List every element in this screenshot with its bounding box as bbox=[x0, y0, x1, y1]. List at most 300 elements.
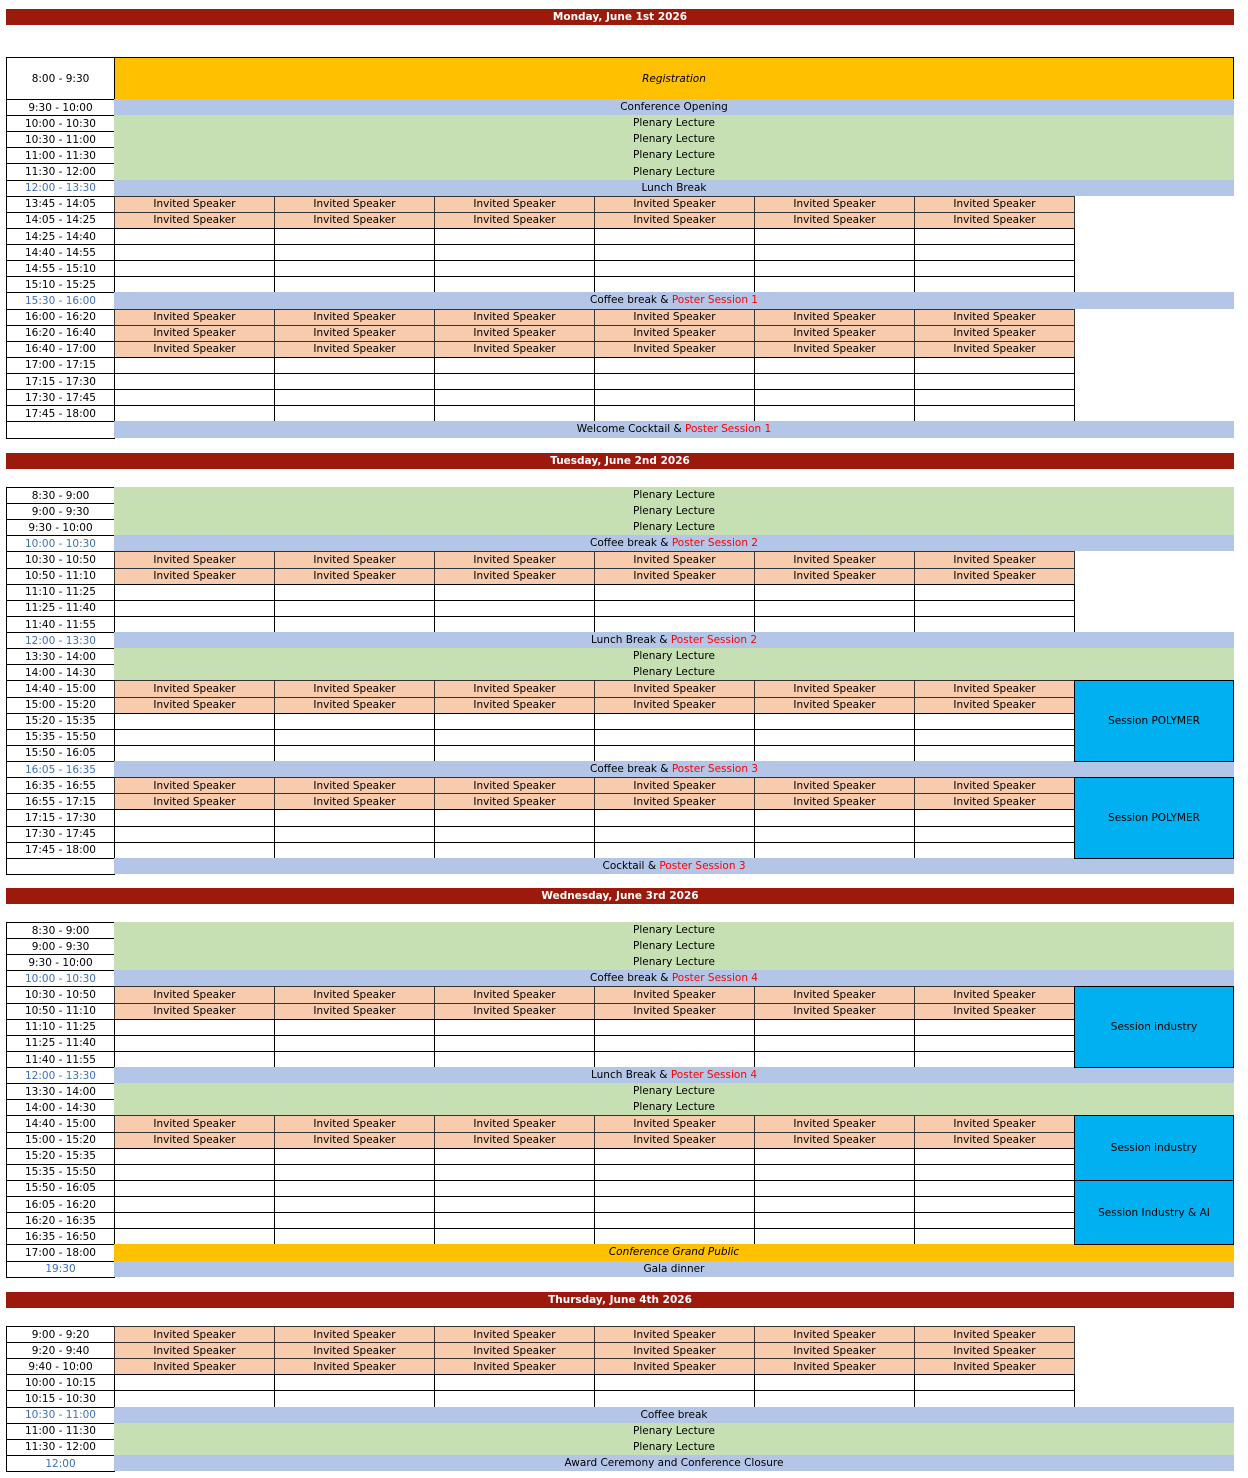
time-slot: 10:00 - 10:15 bbox=[6, 1374, 115, 1391]
invited-speaker-slot: Invited Speaker bbox=[114, 568, 275, 585]
plenary-lecture bbox=[114, 954, 1234, 970]
break-bar bbox=[114, 632, 1234, 648]
invited-speaker-slot: Invited Speaker bbox=[274, 1003, 435, 1020]
empty-slot bbox=[274, 584, 435, 601]
invited-speaker-slot: Invited Speaker bbox=[114, 196, 275, 213]
event-label: Coffee break & bbox=[589, 537, 672, 550]
empty-slot bbox=[754, 1019, 915, 1036]
empty-slot bbox=[594, 1228, 755, 1245]
empty-slot bbox=[754, 1180, 915, 1197]
empty-slot bbox=[114, 357, 275, 374]
empty-slot bbox=[114, 745, 275, 762]
empty-slot bbox=[914, 357, 1075, 374]
empty-slot bbox=[914, 260, 1075, 277]
empty-slot bbox=[274, 616, 435, 633]
time-slot: 16:35 - 16:55 bbox=[6, 777, 115, 794]
empty-slot bbox=[114, 809, 275, 826]
session-block: Session industry bbox=[1074, 986, 1234, 1068]
time-slot: 11:10 - 11:25 bbox=[6, 584, 115, 601]
invited-speaker-slot: Invited Speaker bbox=[754, 793, 915, 810]
empty-slot bbox=[114, 373, 275, 390]
empty-slot bbox=[594, 809, 755, 826]
time-slot: 8:30 - 9:00 bbox=[6, 487, 115, 504]
poster-session-label: Poster Session 4 bbox=[670, 1069, 758, 1082]
time-slot: 17:15 - 17:30 bbox=[6, 373, 115, 390]
time-slot: 10:50 - 11:10 bbox=[6, 568, 115, 585]
invited-speaker-slot: Invited Speaker bbox=[914, 551, 1075, 568]
session-block: Session industry bbox=[1074, 1115, 1234, 1180]
invited-speaker-slot: Invited Speaker bbox=[594, 697, 755, 714]
empty-slot bbox=[434, 244, 595, 261]
time-slot: 9:20 - 9:40 bbox=[6, 1342, 115, 1359]
time-slot: 14:00 - 14:30 bbox=[6, 1099, 115, 1116]
invited-speaker-slot: Invited Speaker bbox=[274, 1115, 435, 1132]
empty-slot bbox=[754, 1228, 915, 1245]
invited-speaker-slot: Invited Speaker bbox=[754, 697, 915, 714]
invited-speaker-slot: Invited Speaker bbox=[274, 325, 435, 342]
empty-slot bbox=[914, 729, 1075, 746]
empty-slot bbox=[914, 228, 1075, 245]
invited-speaker-slot: Invited Speaker bbox=[594, 568, 755, 585]
empty-slot bbox=[434, 389, 595, 406]
time-slot: 10:30 - 11:00 bbox=[6, 1407, 115, 1424]
empty-slot bbox=[274, 405, 435, 422]
empty-slot bbox=[594, 389, 755, 406]
invited-speaker-slot: Invited Speaker bbox=[594, 341, 755, 358]
empty-slot bbox=[754, 276, 915, 293]
empty-slot bbox=[594, 1164, 755, 1181]
empty-slot bbox=[754, 842, 915, 859]
time-slot: 16:00 - 16:20 bbox=[6, 309, 115, 326]
empty-slot bbox=[754, 1196, 915, 1213]
invited-speaker-slot: Invited Speaker bbox=[754, 551, 915, 568]
invited-speaker-slot: Invited Speaker bbox=[274, 777, 435, 794]
time-slot: 15:10 - 15:25 bbox=[6, 276, 115, 293]
invited-speaker-slot: Invited Speaker bbox=[434, 697, 595, 714]
empty-slot bbox=[594, 584, 755, 601]
invited-speaker-slot: Invited Speaker bbox=[434, 551, 595, 568]
plenary-lecture bbox=[114, 664, 1234, 680]
day-header: Thursday, June 4th 2026 bbox=[6, 1292, 1234, 1308]
empty-slot bbox=[594, 373, 755, 390]
invited-speaker-slot: Invited Speaker bbox=[914, 196, 1075, 213]
invited-speaker-slot: Invited Speaker bbox=[914, 1132, 1075, 1149]
poster-session-label: Poster Session 3 bbox=[659, 859, 746, 872]
empty-slot bbox=[434, 826, 595, 843]
empty-slot bbox=[274, 228, 435, 245]
invited-speaker-slot: Invited Speaker bbox=[914, 1003, 1075, 1020]
invited-speaker-slot: Invited Speaker bbox=[114, 680, 275, 697]
invited-speaker-slot: Invited Speaker bbox=[754, 568, 915, 585]
event-label: Plenary Lecture bbox=[633, 956, 715, 969]
invited-speaker-slot: Invited Speaker bbox=[914, 1326, 1075, 1343]
time-slot: 14:05 - 14:25 bbox=[6, 212, 115, 229]
empty-slot bbox=[914, 389, 1075, 406]
time-slot: 12:00 bbox=[6, 1455, 115, 1472]
empty-slot bbox=[914, 1035, 1075, 1052]
empty-slot bbox=[594, 616, 755, 633]
invited-speaker-slot: Invited Speaker bbox=[754, 777, 915, 794]
event-label: Welcome Cocktail & bbox=[576, 423, 686, 436]
time-slot: 17:15 - 17:30 bbox=[6, 809, 115, 826]
event-label: Cocktail & bbox=[602, 859, 660, 872]
invited-speaker-slot: Invited Speaker bbox=[594, 551, 755, 568]
empty-slot bbox=[114, 1035, 275, 1052]
invited-speaker-slot: Invited Speaker bbox=[754, 212, 915, 229]
invited-speaker-slot: Invited Speaker bbox=[594, 1132, 755, 1149]
empty-slot bbox=[754, 745, 915, 762]
empty-slot bbox=[114, 244, 275, 261]
invited-speaker-slot: Invited Speaker bbox=[754, 1115, 915, 1132]
event-label: Lunch Break bbox=[641, 181, 707, 194]
event-bar bbox=[114, 1455, 1234, 1471]
empty-slot bbox=[594, 228, 755, 245]
invited-speaker-slot: Invited Speaker bbox=[114, 1342, 275, 1359]
empty-slot bbox=[434, 809, 595, 826]
empty-slot bbox=[594, 1051, 755, 1068]
invited-speaker-slot: Invited Speaker bbox=[594, 793, 755, 810]
time-slot: 11:00 - 11:30 bbox=[6, 1423, 115, 1440]
invited-speaker-slot: Invited Speaker bbox=[754, 325, 915, 342]
event-bar bbox=[114, 99, 1234, 115]
empty-slot bbox=[114, 713, 275, 730]
time-slot: 16:05 - 16:20 bbox=[6, 1196, 115, 1213]
invited-speaker-slot: Invited Speaker bbox=[434, 777, 595, 794]
time-slot: 9:40 - 10:00 bbox=[6, 1358, 115, 1375]
time-slot: 13:30 - 14:00 bbox=[6, 1083, 115, 1100]
invited-speaker-slot: Invited Speaker bbox=[594, 1326, 755, 1343]
empty-slot bbox=[434, 713, 595, 730]
day-header: Tuesday, June 2nd 2026 bbox=[6, 453, 1234, 469]
plenary-lecture bbox=[114, 1439, 1234, 1455]
empty-slot bbox=[434, 1051, 595, 1068]
time-slot: 9:00 - 9:20 bbox=[6, 1326, 115, 1343]
event-label: Conference Opening bbox=[620, 101, 728, 114]
time-slot: 10:00 - 10:30 bbox=[6, 115, 115, 132]
empty-slot bbox=[594, 729, 755, 746]
invited-speaker-slot: Invited Speaker bbox=[434, 341, 595, 358]
invited-speaker-slot: Invited Speaker bbox=[754, 341, 915, 358]
empty-slot bbox=[114, 1148, 275, 1165]
day-header: Wednesday, June 3rd 2026 bbox=[6, 888, 1234, 904]
event-label: Plenary Lecture bbox=[633, 1085, 715, 1098]
plenary-lecture bbox=[114, 519, 1234, 535]
invited-speaker-slot: Invited Speaker bbox=[914, 986, 1075, 1003]
invited-speaker-slot: Invited Speaker bbox=[274, 196, 435, 213]
poster-session-label: Poster Session 3 bbox=[671, 763, 758, 776]
empty-slot bbox=[434, 600, 595, 617]
empty-slot bbox=[434, 729, 595, 746]
empty-slot bbox=[914, 745, 1075, 762]
empty-slot bbox=[754, 373, 915, 390]
event-label: Coffee break & bbox=[589, 294, 672, 307]
invited-speaker-slot: Invited Speaker bbox=[914, 341, 1075, 358]
event-label: Plenary Lecture bbox=[633, 924, 715, 937]
break-bar bbox=[114, 535, 1234, 551]
empty-slot bbox=[274, 1035, 435, 1052]
empty-slot bbox=[434, 1212, 595, 1229]
empty-slot bbox=[754, 1148, 915, 1165]
invited-speaker-slot: Invited Speaker bbox=[434, 309, 595, 326]
time-slot: 9:30 - 10:00 bbox=[6, 99, 115, 116]
invited-speaker-slot: Invited Speaker bbox=[754, 680, 915, 697]
time-slot: 10:30 - 11:00 bbox=[6, 131, 115, 148]
invited-speaker-slot: Invited Speaker bbox=[434, 1132, 595, 1149]
time-slot: 15:35 - 15:50 bbox=[6, 729, 115, 746]
empty-slot bbox=[914, 1164, 1075, 1181]
break-bar bbox=[114, 858, 1234, 874]
empty-slot bbox=[754, 1390, 915, 1407]
time-slot: 16:55 - 17:15 bbox=[6, 793, 115, 810]
empty-slot bbox=[434, 616, 595, 633]
empty-slot bbox=[274, 713, 435, 730]
plenary-lecture bbox=[114, 648, 1234, 664]
empty-slot bbox=[914, 600, 1075, 617]
invited-speaker-slot: Invited Speaker bbox=[914, 680, 1075, 697]
event-label: Conference Grand Public bbox=[608, 1246, 740, 1259]
invited-speaker-slot: Invited Speaker bbox=[114, 697, 275, 714]
empty-slot bbox=[754, 260, 915, 277]
empty-slot bbox=[594, 745, 755, 762]
empty-slot bbox=[274, 826, 435, 843]
empty-slot bbox=[434, 584, 595, 601]
empty-slot bbox=[594, 600, 755, 617]
invited-speaker-slot: Invited Speaker bbox=[754, 1358, 915, 1375]
time-slot: 16:05 - 16:35 bbox=[6, 761, 115, 778]
invited-speaker-slot: Invited Speaker bbox=[594, 1342, 755, 1359]
time-slot: 9:30 - 10:00 bbox=[6, 519, 115, 536]
empty-slot bbox=[114, 1390, 275, 1407]
time-slot: 14:40 - 15:00 bbox=[6, 1115, 115, 1132]
empty-slot bbox=[274, 1212, 435, 1229]
empty-slot bbox=[274, 1051, 435, 1068]
invited-speaker-slot: Invited Speaker bbox=[274, 680, 435, 697]
empty-slot bbox=[754, 1212, 915, 1229]
plenary-lecture bbox=[114, 1099, 1234, 1115]
time-slot: 17:45 - 18:00 bbox=[6, 405, 115, 422]
session-block: Session POLYMER bbox=[1074, 680, 1234, 762]
time-slot: 17:00 - 18:00 bbox=[6, 1244, 115, 1261]
event-bar bbox=[114, 1407, 1234, 1423]
empty-slot bbox=[914, 1212, 1075, 1229]
empty-slot bbox=[434, 1019, 595, 1036]
time-slot: 14:00 - 14:30 bbox=[6, 664, 115, 681]
invited-speaker-slot: Invited Speaker bbox=[594, 777, 755, 794]
empty-slot bbox=[914, 405, 1075, 422]
invited-speaker-slot: Invited Speaker bbox=[274, 341, 435, 358]
empty-slot bbox=[594, 1212, 755, 1229]
invited-speaker-slot: Invited Speaker bbox=[594, 1003, 755, 1020]
empty-slot bbox=[114, 1228, 275, 1245]
break-bar bbox=[114, 970, 1234, 986]
empty-slot bbox=[114, 842, 275, 859]
empty-slot bbox=[434, 1164, 595, 1181]
invited-speaker-slot: Invited Speaker bbox=[274, 309, 435, 326]
empty-slot bbox=[114, 405, 275, 422]
empty-slot bbox=[434, 1035, 595, 1052]
invited-speaker-slot: Invited Speaker bbox=[434, 1326, 595, 1343]
invited-speaker-slot: Invited Speaker bbox=[434, 1342, 595, 1359]
empty-slot bbox=[754, 1051, 915, 1068]
empty-slot bbox=[914, 1148, 1075, 1165]
empty-slot bbox=[914, 713, 1075, 730]
time-slot: 15:30 - 16:00 bbox=[6, 292, 115, 309]
empty-slot bbox=[594, 357, 755, 374]
invited-speaker-slot: Invited Speaker bbox=[914, 1115, 1075, 1132]
empty-slot bbox=[434, 260, 595, 277]
event-label: Coffee break bbox=[640, 1408, 708, 1421]
empty-slot bbox=[114, 826, 275, 843]
empty-slot bbox=[114, 260, 275, 277]
plenary-lecture bbox=[114, 503, 1234, 519]
invited-speaker-slot: Invited Speaker bbox=[754, 1132, 915, 1149]
time-slot: 16:20 - 16:35 bbox=[6, 1212, 115, 1229]
event-label: Registration bbox=[642, 72, 706, 85]
poster-session-label: Poster Session 2 bbox=[670, 634, 758, 647]
invited-speaker-slot: Invited Speaker bbox=[274, 793, 435, 810]
empty-slot bbox=[754, 826, 915, 843]
time-slot: 10:00 - 10:30 bbox=[6, 970, 115, 987]
empty-slot bbox=[754, 244, 915, 261]
empty-slot bbox=[914, 1228, 1075, 1245]
event-bar bbox=[114, 1261, 1234, 1277]
empty-slot bbox=[754, 389, 915, 406]
empty-slot bbox=[754, 405, 915, 422]
time-slot: 16:35 - 16:50 bbox=[6, 1228, 115, 1245]
event-label: Plenary Lecture bbox=[633, 489, 715, 502]
invited-speaker-slot: Invited Speaker bbox=[274, 1132, 435, 1149]
event-bar bbox=[114, 1244, 1234, 1260]
invited-speaker-slot: Invited Speaker bbox=[914, 793, 1075, 810]
invited-speaker-slot: Invited Speaker bbox=[274, 697, 435, 714]
event-label: Plenary Lecture bbox=[633, 117, 715, 130]
invited-speaker-slot: Invited Speaker bbox=[434, 793, 595, 810]
time-slot: 11:30 - 12:00 bbox=[6, 1439, 115, 1456]
empty-slot bbox=[754, 713, 915, 730]
empty-slot bbox=[114, 1164, 275, 1181]
time-slot: 10:50 - 11:10 bbox=[6, 1003, 115, 1020]
invited-speaker-slot: Invited Speaker bbox=[114, 325, 275, 342]
invited-speaker-slot: Invited Speaker bbox=[914, 309, 1075, 326]
empty-slot bbox=[434, 373, 595, 390]
invited-speaker-slot: Invited Speaker bbox=[754, 1003, 915, 1020]
invited-speaker-slot: Invited Speaker bbox=[914, 212, 1075, 229]
poster-session-label: Poster Session 1 bbox=[685, 423, 772, 436]
invited-speaker-slot: Invited Speaker bbox=[914, 325, 1075, 342]
time-slot: 15:00 - 15:20 bbox=[6, 697, 115, 714]
empty-slot bbox=[754, 1374, 915, 1391]
empty-slot bbox=[274, 1019, 435, 1036]
empty-slot bbox=[914, 842, 1075, 859]
empty-slot bbox=[434, 842, 595, 859]
invited-speaker-slot: Invited Speaker bbox=[114, 551, 275, 568]
plenary-lecture bbox=[114, 147, 1234, 163]
poster-session-label: Poster Session 4 bbox=[671, 972, 758, 985]
empty-slot bbox=[594, 713, 755, 730]
time-slot: 14:55 - 15:10 bbox=[6, 260, 115, 277]
empty-slot bbox=[434, 1374, 595, 1391]
time-slot bbox=[6, 421, 115, 438]
time-slot: 17:45 - 18:00 bbox=[6, 842, 115, 859]
event-label: Plenary Lecture bbox=[633, 666, 715, 679]
invited-speaker-slot: Invited Speaker bbox=[274, 1358, 435, 1375]
empty-slot bbox=[754, 616, 915, 633]
event-label: Plenary Lecture bbox=[633, 1101, 715, 1114]
empty-slot bbox=[114, 228, 275, 245]
event-label: Plenary Lecture bbox=[633, 650, 715, 663]
invited-speaker-slot: Invited Speaker bbox=[754, 1326, 915, 1343]
time-slot: 10:00 - 10:30 bbox=[6, 535, 115, 552]
time-slot: 11:00 - 11:30 bbox=[6, 147, 115, 164]
time-slot: 11:10 - 11:25 bbox=[6, 1019, 115, 1036]
empty-slot bbox=[594, 842, 755, 859]
invited-speaker-slot: Invited Speaker bbox=[594, 309, 755, 326]
invited-speaker-slot: Invited Speaker bbox=[594, 1115, 755, 1132]
time-slot: 12:00 - 13:30 bbox=[6, 1067, 115, 1084]
empty-slot bbox=[434, 1180, 595, 1197]
plenary-lecture bbox=[114, 487, 1234, 503]
time-slot: 9:00 - 9:30 bbox=[6, 938, 115, 955]
empty-slot bbox=[114, 389, 275, 406]
time-slot: 15:35 - 15:50 bbox=[6, 1164, 115, 1181]
time-slot: 11:40 - 11:55 bbox=[6, 1051, 115, 1068]
poster-session-label: Poster Session 1 bbox=[671, 294, 758, 307]
invited-speaker-slot: Invited Speaker bbox=[114, 1115, 275, 1132]
time-slot: 8:00 - 9:30 bbox=[6, 57, 115, 100]
empty-slot bbox=[914, 1180, 1075, 1197]
plenary-lecture bbox=[114, 922, 1234, 938]
invited-speaker-slot: Invited Speaker bbox=[594, 680, 755, 697]
empty-slot bbox=[114, 1196, 275, 1213]
invited-speaker-slot: Invited Speaker bbox=[434, 1358, 595, 1375]
empty-slot bbox=[914, 616, 1075, 633]
time-slot: 15:50 - 16:05 bbox=[6, 745, 115, 762]
event-label: Coffee break & bbox=[589, 972, 672, 985]
empty-slot bbox=[274, 1390, 435, 1407]
empty-slot bbox=[434, 357, 595, 374]
invited-speaker-slot: Invited Speaker bbox=[594, 212, 755, 229]
time-slot: 11:30 - 12:00 bbox=[6, 163, 115, 180]
plenary-lecture bbox=[114, 938, 1234, 954]
empty-slot bbox=[274, 1164, 435, 1181]
empty-slot bbox=[274, 1228, 435, 1245]
empty-slot bbox=[434, 1390, 595, 1407]
invited-speaker-slot: Invited Speaker bbox=[114, 212, 275, 229]
invited-speaker-slot: Invited Speaker bbox=[594, 1358, 755, 1375]
empty-slot bbox=[274, 729, 435, 746]
empty-slot bbox=[594, 1148, 755, 1165]
empty-slot bbox=[754, 809, 915, 826]
empty-slot bbox=[434, 1148, 595, 1165]
invited-speaker-slot: Invited Speaker bbox=[434, 325, 595, 342]
invited-speaker-slot: Invited Speaker bbox=[114, 1358, 275, 1375]
event-label: Plenary Lecture bbox=[633, 521, 715, 534]
empty-slot bbox=[274, 745, 435, 762]
empty-slot bbox=[594, 1196, 755, 1213]
invited-speaker-slot: Invited Speaker bbox=[914, 777, 1075, 794]
event-label: Plenary Lecture bbox=[633, 1424, 715, 1437]
empty-slot bbox=[754, 357, 915, 374]
time-slot: 15:20 - 15:35 bbox=[6, 1148, 115, 1165]
plenary-lecture bbox=[114, 131, 1234, 147]
empty-slot bbox=[434, 276, 595, 293]
time-slot: 12:00 - 13:30 bbox=[6, 180, 115, 197]
empty-slot bbox=[754, 1035, 915, 1052]
invited-speaker-slot: Invited Speaker bbox=[114, 1003, 275, 1020]
break-bar bbox=[114, 421, 1234, 437]
event-label: Lunch Break & bbox=[590, 634, 671, 647]
empty-slot bbox=[594, 1019, 755, 1036]
